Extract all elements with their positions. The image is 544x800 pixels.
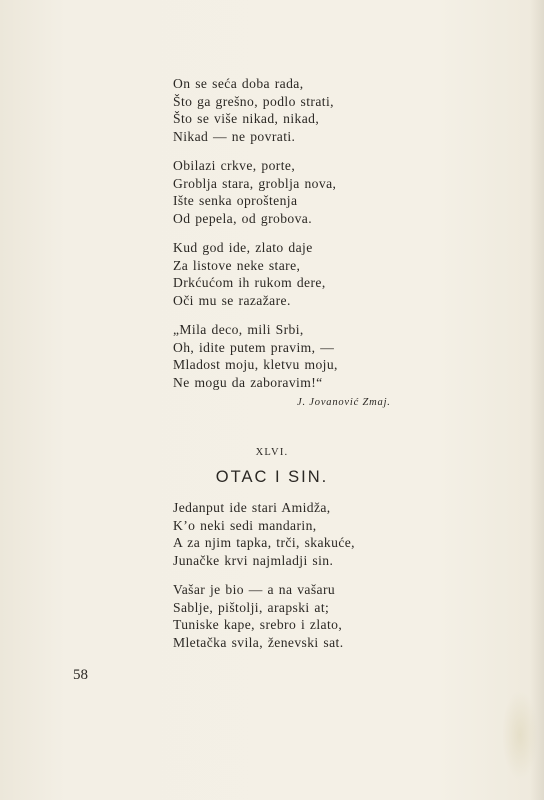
page-number: 58: [73, 667, 88, 683]
poem-title: OTAC I SIN.: [215, 468, 329, 486]
verse-line: Jedanput ide stari Amidža,: [173, 500, 331, 515]
author-signature: J. Jovanović Zmaj.: [297, 397, 391, 408]
verse-line: Nikad — ne povrati.: [173, 128, 296, 144]
verse-line: Ne mogu da zaboravim!“: [173, 374, 323, 390]
stanza: [173, 157, 336, 227]
verse-line: Tuniske kape, srebro i zlato,: [173, 617, 343, 632]
verse-line: Mletačka svila, ženevski sat.: [173, 634, 344, 650]
verse-line: Oh, idite putem pravim, —: [173, 339, 335, 355]
verse-line: Kud god ide, zlato daje: [173, 240, 313, 255]
verse-line: A za njim tapka, trči, skakuće,: [173, 535, 355, 550]
verse-line: Groblja stara, groblja nova,: [173, 175, 337, 191]
verse-line: Sablje, pištolji, arapski at;: [173, 599, 330, 615]
verse-line: Obilazi crkve, porte,: [173, 158, 296, 173]
paper-stain: [502, 690, 538, 780]
verse-line: Za listove neke stare,: [173, 257, 301, 273]
page-edge-shadow: [530, 0, 544, 800]
verse-line: Junačke krvi najmladji sin.: [173, 552, 334, 568]
verse-line: „Mila deco, mili Srbi,: [173, 322, 304, 337]
stanza: [173, 239, 326, 309]
verse-line: Što ga grešno, podlo strati,: [173, 93, 334, 109]
verse-line: On se seća doba rada,: [173, 76, 304, 91]
verse-line: Ište senka oproštenja: [173, 193, 298, 208]
verse-line: Mladost moju, kletvu moju,: [173, 357, 338, 372]
stanza: [173, 499, 355, 569]
verse-line: Od pepela, od grobova.: [173, 210, 313, 226]
verse-line: Vašar je bio — a na vašaru: [173, 582, 336, 597]
stanza: [173, 75, 334, 145]
poem-number: XLVI.: [255, 447, 289, 458]
verse-line: Oči mu se razažare.: [173, 292, 291, 308]
verse-line: Što se više nikad, nikad,: [173, 111, 320, 126]
verse-line: Drkćućom ih rukom dere,: [173, 275, 326, 290]
stanza: [173, 321, 338, 391]
stanza: [173, 581, 344, 651]
verse-line: K’o neki sedi mandarin,: [173, 517, 317, 533]
